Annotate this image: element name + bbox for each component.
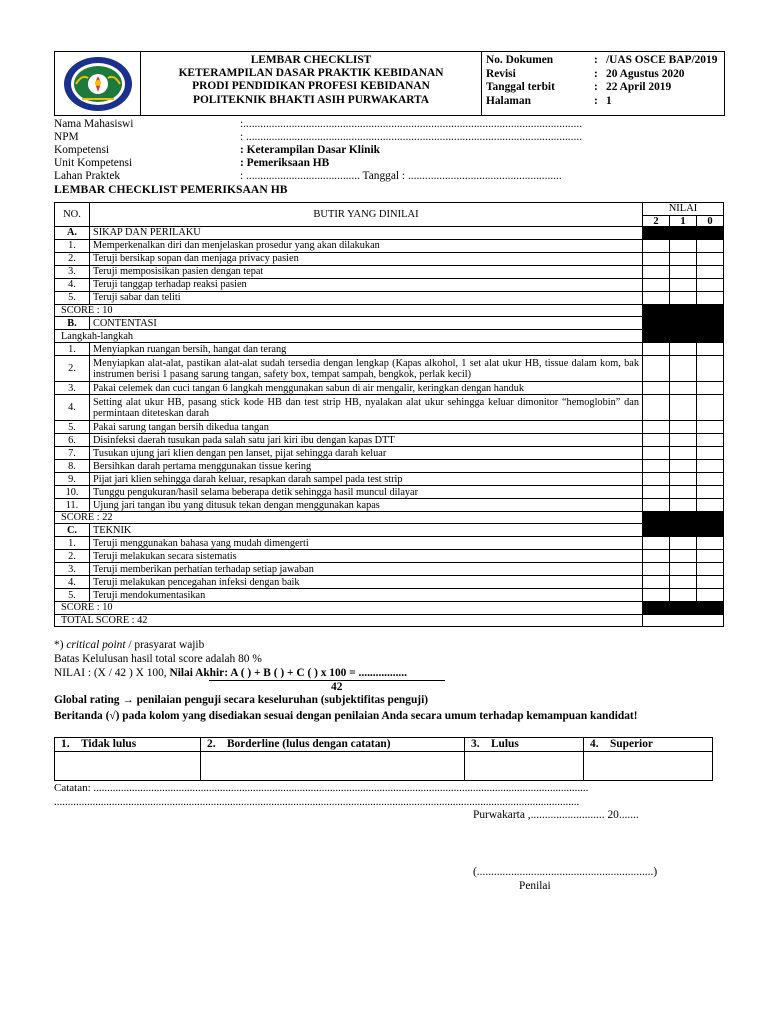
score-cell-2[interactable]: [643, 563, 670, 576]
item-text: Teruji memberikan perhatian terhadap setiap jawaban: [90, 563, 643, 576]
score-cell-2[interactable]: [643, 343, 670, 356]
table-row: [55, 537, 724, 550]
doc-sep: :: [594, 54, 598, 66]
score-cell-0[interactable]: [697, 460, 724, 473]
section-letter: A.: [55, 227, 90, 240]
subhead-row: [55, 330, 724, 343]
score-cell-1[interactable]: [670, 473, 697, 486]
rating-check-cell-borderline[interactable]: [201, 752, 465, 781]
competency-value: : Keterampilan Dasar Klinik: [240, 144, 380, 156]
nilai-plain: NILAI : (X / 42 ) X 100,: [54, 667, 170, 679]
unit-value: : Pemeriksaan HB: [240, 157, 330, 169]
section-row: [55, 317, 724, 330]
score-cell-2[interactable]: [643, 279, 670, 292]
rating-no: 4.: [590, 738, 599, 750]
global-rating-instruction: Beritanda (√) pada kolom yang disediakan sesuai dengan penilaian Anda secara umum terhadap kemampuan kandidat!: [54, 710, 638, 722]
score-shade: [643, 305, 724, 317]
item-text: Memperkenalkan diri dan menjelaskan prosedur yang akan dilakukan: [90, 240, 643, 253]
issue-date-row: [486, 81, 724, 95]
rating-header-row: [55, 738, 713, 752]
score-shade: [643, 602, 724, 614]
score-cell-1[interactable]: [670, 292, 697, 305]
item-text: Teruji tanggap terhadap reaksi pasien: [90, 279, 643, 292]
score-cell-1[interactable]: [670, 279, 697, 292]
rating-no: 2.: [207, 738, 216, 750]
score-cell-1[interactable]: [670, 240, 697, 253]
table-row: [55, 576, 724, 589]
item-number: 9.: [55, 473, 90, 486]
table-row: [55, 421, 724, 434]
nilai-bold: Nilai Akhir: A ( ) + B ( ) + C ( ) x 100 = .................: [169, 667, 407, 679]
score-cell-1[interactable]: [670, 266, 697, 279]
score-cell-2[interactable]: [643, 447, 670, 460]
title-line: KETERAMPILAN DASAR PRAKTIK KEBIDANAN: [178, 67, 444, 80]
doc-sep: :: [594, 94, 598, 107]
item-text: Tusukan ujung jari klien dengan pen lanset, pijat sehingga darah keluar: [90, 447, 643, 460]
rating-option-borderline: [201, 738, 465, 752]
npm-row: [54, 131, 744, 144]
item-number: 2.: [55, 356, 90, 382]
total-row: [55, 614, 724, 626]
logo-cell: [55, 52, 141, 115]
table-row: [55, 395, 724, 421]
item-text: Teruji sabar dan teliti: [90, 292, 643, 305]
critical-italic: critical point: [66, 639, 126, 651]
item-number: 3.: [55, 563, 90, 576]
item-number: 7.: [55, 447, 90, 460]
formula-underline: [209, 680, 445, 681]
table-row: [55, 473, 724, 486]
form-title: [141, 52, 482, 115]
score-cell-0[interactable]: [697, 550, 724, 563]
score-cell-2[interactable]: [643, 266, 670, 279]
rating-check-row: [55, 752, 713, 781]
score-cell-0[interactable]: [697, 434, 724, 447]
item-number: 8.: [55, 460, 90, 473]
rating-no: 3.: [471, 738, 480, 750]
score-cell-0[interactable]: [697, 447, 724, 460]
item-text: Menyiapkan ruangan bersih, hangat dan terang: [90, 343, 643, 356]
item-number: 2.: [55, 550, 90, 563]
score-cell-0[interactable]: [697, 486, 724, 499]
rating-option-pass: [465, 738, 584, 752]
score-cell-2[interactable]: [643, 421, 670, 434]
score-cell-1[interactable]: [670, 550, 697, 563]
col-item-header: BUTIR YANG DINILAI: [90, 203, 643, 227]
competency-row: [54, 144, 744, 157]
item-text: Teruji memposisikan pasien dengan tepat: [90, 266, 643, 279]
item-number: 4.: [55, 576, 90, 589]
score-cell-1[interactable]: [670, 589, 697, 602]
table-row: [55, 434, 724, 447]
item-text: Ujung jari tangan ibu yang ditusuk tekan dengan menggunakan kapas: [90, 499, 643, 512]
item-text: Setting alat ukur HB, pasang stick kode HB dan test strip HB, nyalakan alat ukur sehingga keluar dimonitor “hemoglobin” dan permintaan diteteskan darah: [90, 395, 643, 421]
rating-label: Lulus: [490, 738, 519, 750]
score-cell-2[interactable]: [643, 240, 670, 253]
score-cell-0[interactable]: [697, 421, 724, 434]
doc-number-row: [486, 54, 724, 68]
critical-prefix: *): [54, 639, 67, 651]
score-cell-1[interactable]: [670, 343, 697, 356]
score-cell-2[interactable]: [643, 550, 670, 563]
item-text: Teruji mendokumentasikan: [90, 589, 643, 602]
section-title: TEKNIK: [90, 524, 643, 537]
score-cell-0[interactable]: [697, 253, 724, 266]
info-label: Lahan Praktek: [54, 170, 121, 182]
item-text: Teruji menggunakan bahasa yang mudah dimengerti: [90, 537, 643, 550]
info-label: NPM: [54, 131, 79, 143]
total-cell: [643, 614, 724, 626]
item-text: Pakai celemek dan cuci tangan 6 langkah menggunakan sabun di air mengalir, keringkan dengan handuk: [90, 382, 643, 395]
score-label: SCORE : 10: [55, 602, 643, 614]
notes-line-1[interactable]: [54, 782, 734, 795]
doc-key: Halaman: [486, 94, 531, 107]
item-text: Menyiapkan alat-alat, pastikan alat-alat sudah tersedia dengan lengkap (Kapas alkohol, 1 set alat ukur HB, tissue dalam kom, bak instrumen berisi 1 pasang sarung tangan, safety box, tempat sampah, bengkok, perlak kecil): [90, 356, 643, 382]
unit-row: [54, 157, 744, 170]
score-cell-1[interactable]: [670, 382, 697, 395]
subhead-label: Langkah-langkah: [55, 330, 643, 343]
item-text: Pakai sarung tangan bersih dikedua tangan: [90, 421, 643, 434]
score-row: [55, 602, 724, 614]
doc-value: 20 Agustus 2020: [606, 67, 685, 80]
checklist-table: [54, 202, 724, 627]
score-cell-2[interactable]: [643, 473, 670, 486]
nilai-formula: [54, 666, 754, 680]
student-name-field[interactable]: :.......................................................................................................................: [240, 118, 583, 130]
formula-divisor: 42: [331, 681, 343, 693]
score-cell-0[interactable]: [697, 343, 724, 356]
assessor-name-line[interactable]: (..............................................................): [473, 866, 658, 878]
score-cell-0[interactable]: [697, 356, 724, 382]
score-cell-2[interactable]: [643, 395, 670, 421]
item-number: 1.: [55, 240, 90, 253]
score-cell-0[interactable]: [697, 499, 724, 512]
section-shade: [643, 227, 724, 240]
table-row: [55, 460, 724, 473]
rating-label: Superior: [609, 738, 653, 750]
table-row: [55, 356, 724, 382]
item-text: Teruji bersikap sopan dan menjaga privacy pasien: [90, 253, 643, 266]
score-cell-2[interactable]: [643, 576, 670, 589]
score-cell-2[interactable]: [643, 253, 670, 266]
table-row: [55, 253, 724, 266]
score-cell-1[interactable]: [670, 499, 697, 512]
doc-sep: :: [594, 81, 598, 94]
score-cell-0[interactable]: [697, 576, 724, 589]
score-cell-2[interactable]: [643, 499, 670, 512]
table-row: [55, 266, 724, 279]
table-header-row: [55, 203, 724, 216]
rating-option-superior: [584, 738, 713, 752]
score-cell-0[interactable]: [697, 473, 724, 486]
critical-suffix: / prasyarat wajib: [125, 639, 205, 651]
score-col-1: 1: [670, 216, 697, 227]
footer-notes: [54, 638, 754, 680]
info-label: Unit Kompetensi: [54, 157, 133, 169]
table-row: [55, 343, 724, 356]
score-label: SCORE : 22: [55, 512, 643, 524]
item-number: 3.: [55, 266, 90, 279]
title-line: PRODI PENDIDIKAN PROFESI KEBIDANAN: [192, 80, 430, 93]
score-shade: [643, 512, 724, 537]
section-title: CONTENTASI: [90, 317, 643, 330]
item-text: Pijat jari klien sehingga darah keluar, resapkan darah sampel pada test strip: [90, 473, 643, 486]
table-row: [55, 292, 724, 305]
item-number: 5.: [55, 421, 90, 434]
item-text: Teruji melakukan pencegahan infeksi dengan baik: [90, 576, 643, 589]
rating-label: Borderline (lulus dengan catatan): [226, 738, 391, 750]
score-col-0: 0: [697, 216, 724, 227]
score-cell-2[interactable]: [643, 486, 670, 499]
table-row: [55, 550, 724, 563]
section-letter: B.: [55, 317, 90, 330]
info-label: Nama Mahasiswi: [54, 118, 134, 130]
info-label: Kompetensi: [54, 144, 110, 156]
doc-key: Revisi: [486, 67, 516, 80]
score-label: SCORE : 10: [55, 305, 643, 317]
item-number: 4.: [55, 279, 90, 292]
item-number: 10.: [55, 486, 90, 499]
score-cell-0[interactable]: [697, 563, 724, 576]
place-date[interactable]: Purwakarta ,.......................... 20.......: [473, 809, 639, 821]
item-number: 3.: [55, 382, 90, 395]
table-row: [55, 382, 724, 395]
score-cell-0[interactable]: [697, 240, 724, 253]
rating-no: 1.: [61, 738, 70, 750]
table-row: [55, 240, 724, 253]
table-row: [55, 563, 724, 576]
score-cell-0[interactable]: [697, 382, 724, 395]
page-row: [486, 95, 724, 109]
practice-site-row: [54, 170, 744, 183]
score-cell-0[interactable]: [697, 395, 724, 421]
section-row: [55, 524, 724, 537]
total-label: TOTAL SCORE : 42: [55, 614, 643, 626]
item-number: 5.: [55, 292, 90, 305]
section-letter: C.: [55, 524, 90, 537]
item-text: Tunggu pengukuran/hasil selama beberapa detik sehingga hasil muncul dilayar: [90, 486, 643, 499]
section-title: SIKAP DAN PERILAKU: [90, 227, 643, 240]
score-row: [55, 512, 724, 524]
score-cell-0[interactable]: [697, 279, 724, 292]
score-cell-2[interactable]: [643, 537, 670, 550]
item-text: Bersihkan darah pertama menggunakan tissue kering: [90, 460, 643, 473]
score-row: [55, 305, 724, 317]
item-text: Teruji melakukan secara sistematis: [90, 550, 643, 563]
item-number: 1.: [55, 537, 90, 550]
score-cell-1[interactable]: [670, 447, 697, 460]
rating-check-cell-fail[interactable]: [55, 752, 201, 781]
table-row: [55, 589, 724, 602]
score-cell-1[interactable]: [670, 537, 697, 550]
score-cell-0[interactable]: [697, 292, 724, 305]
revision-row: [486, 68, 724, 82]
score-cell-2[interactable]: [643, 434, 670, 447]
document-meta: [482, 52, 724, 115]
score-cell-1[interactable]: [670, 486, 697, 499]
rating-check-cell-superior[interactable]: [584, 752, 713, 781]
score-cell-0[interactable]: [697, 266, 724, 279]
assessor-role: Penilai: [519, 880, 551, 892]
score-cell-1[interactable]: [670, 576, 697, 589]
item-number: 6.: [55, 434, 90, 447]
practice-site-field[interactable]: : ........................................ Tanggal : ......................................................: [240, 170, 562, 182]
item-number: 2.: [55, 253, 90, 266]
item-text: Disinfeksi daerah tusukan pada salah satu jari kiri ibu dengan kapas DTT: [90, 434, 643, 447]
doc-value: 22 April 2019: [606, 81, 672, 94]
rating-label: Tidak lulus: [80, 738, 137, 750]
table-row: [55, 486, 724, 499]
item-number: 5.: [55, 589, 90, 602]
col-no-header: NO.: [55, 203, 90, 227]
npm-field[interactable]: : ......................................................................................................................: [240, 131, 583, 143]
section-shade: [643, 317, 724, 343]
title-line: LEMBAR CHECKLIST: [250, 54, 372, 66]
section-row: [55, 227, 724, 240]
score-cell-1[interactable]: [670, 395, 697, 421]
notes-line-2[interactable]: ...............................................................................................................................................................................................: [54, 796, 580, 808]
score-cell-2[interactable]: [643, 589, 670, 602]
score-cell-1[interactable]: [670, 434, 697, 447]
score-cell-2[interactable]: [643, 292, 670, 305]
score-cell-2[interactable]: [643, 382, 670, 395]
score-cell-2[interactable]: [643, 460, 670, 473]
score-cell-2[interactable]: [643, 356, 670, 382]
institution-logo-icon: [62, 55, 134, 113]
title-line: POLITEKNIK BHAKTI ASIH PURWAKARTA: [192, 93, 429, 106]
item-number: 4.: [55, 395, 90, 421]
notes-label: Catatan:: [54, 782, 91, 794]
doc-value: /UAS OSCE BAP/2019: [606, 54, 718, 66]
doc-sep: :: [594, 67, 598, 80]
score-cell-1[interactable]: [670, 563, 697, 576]
score-cell-1[interactable]: [670, 356, 697, 382]
checklist-body: [55, 227, 724, 627]
table-row: [55, 499, 724, 512]
score-cell-1[interactable]: [670, 253, 697, 266]
global-rating-title: Global rating → penilaian penguji secara keseluruhan (subjektifitas penguji): [54, 694, 429, 706]
score-cell-1[interactable]: [670, 460, 697, 473]
notes-dots: ....................................................................................................................................................................................: [90, 782, 589, 794]
col-score-header: NILAI: [643, 203, 724, 216]
pass-rule: Batas Kelulusan hasil total score adalah 80 %: [54, 653, 262, 665]
student-name-row: [54, 118, 744, 131]
doc-key: No. Dokumen: [486, 54, 554, 66]
rating-option-fail: [55, 738, 201, 752]
score-cell-0[interactable]: [697, 589, 724, 602]
critical-point-note: [54, 638, 754, 652]
item-number: 1.: [55, 343, 90, 356]
doc-key: Tanggal terbit: [486, 81, 555, 94]
checklist-title: LEMBAR CHECKLIST PEMERIKSAAN HB: [54, 183, 288, 196]
document-header: [54, 51, 725, 116]
rating-check-cell-pass[interactable]: [465, 752, 584, 781]
score-col-2: 2: [643, 216, 670, 227]
table-row: [55, 447, 724, 460]
global-rating-table: [54, 737, 713, 781]
table-row: [55, 279, 724, 292]
doc-value: 1: [606, 94, 612, 107]
item-number: 11.: [55, 499, 90, 512]
student-info: [54, 118, 744, 196]
score-cell-1[interactable]: [670, 421, 697, 434]
score-cell-0[interactable]: [697, 537, 724, 550]
